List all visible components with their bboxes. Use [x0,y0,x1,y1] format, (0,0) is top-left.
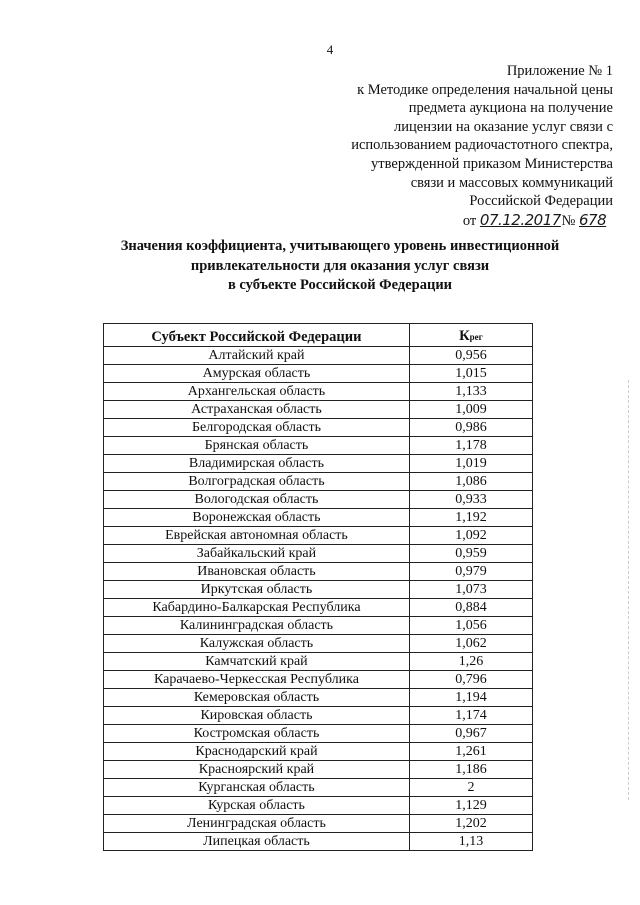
table-row [104,491,533,509]
coef-value: 0,986 [409,419,532,437]
coef-value: 1,009 [409,401,532,419]
heading-line: привлекательности для оказания услуг связи [190,257,490,274]
coef-value: 0,967 [409,725,532,743]
region-name: Карачаево-Черкесская Республика [104,671,410,689]
coef-value: 1,186 [409,761,532,779]
coef-value: 1,133 [409,383,532,401]
region-name: Кабардино-Балкарская Республика [104,599,410,617]
region-name: Ленинградская область [104,815,410,833]
table-row [104,725,533,743]
region-name: Владимирская область [104,455,410,473]
coef-value: 1,192 [409,509,532,527]
number-prefix: № [561,212,576,229]
region-name: Алтайский край [104,347,410,365]
region-name: Брянская область [104,437,410,455]
coef-value: 1,092 [409,527,532,545]
page-number: 4 [326,42,334,57]
coef-value: 1,019 [409,455,532,473]
coef-value: 1,26 [409,653,532,671]
region-name: Волгоградская область [104,473,410,491]
coef-value: 1,194 [409,689,532,707]
table-row [104,563,533,581]
coef-value: 2 [409,779,532,797]
region-name: Курганская область [104,779,410,797]
region-name: Забайкальский край [104,545,410,563]
table-row [104,437,533,455]
table-header-row [104,324,533,347]
region-name: Курская область [104,797,410,815]
coef-symbol: К [459,328,470,344]
table-row [104,743,533,761]
coef-value: 1,129 [409,797,532,815]
region-name: Кемеровская область [104,689,410,707]
table-row [104,455,533,473]
region-name: Амурская область [104,365,410,383]
coef-value: 0,956 [409,347,532,365]
header-subject: Субъект Российской Федерации [104,324,410,347]
appendix-line: использованием радиочастотного спектра, [351,137,613,154]
region-name: Архангельская область [104,383,410,401]
appendix-line: лицензии на оказание услуг связи с [394,118,613,135]
table-row [104,707,533,725]
table-row [104,617,533,635]
appendix-line: Приложение № 1 [506,63,613,79]
coef-value: 1,202 [409,815,532,833]
table-row [104,689,533,707]
coef-value: 1,261 [409,743,532,761]
appendix-block [283,62,613,230]
region-name: Еврейская автономная область [104,527,410,545]
appendix-line: утвержденной приказом Министерства [371,155,613,172]
heading-line: в субъекте Российской Федерации [227,277,453,293]
coef-value: 0,979 [409,563,532,581]
date-prefix: от [462,212,477,229]
table-row [104,779,533,797]
coef-value: 1,174 [409,707,532,725]
region-name: Липецкая область [104,833,410,851]
table-row [104,545,533,563]
table-row [104,509,533,527]
table-row [104,761,533,779]
header-coefficient [409,324,532,347]
appendix-line: Российской Федерации [469,193,613,210]
order-reference [283,211,613,231]
table-row [104,581,533,599]
region-name: Краснодарский край [104,743,410,761]
region-name: Ивановская область [104,563,410,581]
table-row [104,347,533,365]
coef-value: 1,13 [409,833,532,851]
table-row [104,797,533,815]
table-row [104,383,533,401]
table-row [104,635,533,653]
region-name: Калининградская область [104,617,410,635]
coef-value: 1,086 [409,473,532,491]
region-name: Иркутская область [104,581,410,599]
table-body [104,347,533,851]
coef-value: 0,933 [409,491,532,509]
table-row [104,653,533,671]
region-name: Кировская область [104,707,410,725]
table-row [104,401,533,419]
coef-value: 0,884 [409,599,532,617]
table-row [104,365,533,383]
region-name: Камчатский край [104,653,410,671]
table-row [104,527,533,545]
coef-value: 1,178 [409,437,532,455]
region-name: Костромская область [104,725,410,743]
coef-value: 1,062 [409,635,532,653]
heading-line: Значения коэффициента, учитывающего уровень инвестиционной [120,238,560,254]
region-name: Вологодская область [104,491,410,509]
coef-value: 0,959 [409,545,532,563]
document-heading [40,237,640,296]
appendix-line: к Методике определения начальной цены [357,81,613,98]
handwritten-date: 07.12.2017 [479,210,561,229]
appendix-line: предмета аукциона на получение [408,100,613,117]
region-name: Калужская область [104,635,410,653]
table-row [104,473,533,491]
table-row [104,833,533,851]
table-row [104,599,533,617]
region-name: Белгородская область [104,419,410,437]
coef-value: 1,073 [409,581,532,599]
region-name: Красноярский край [104,761,410,779]
coef-value: 1,015 [409,365,532,383]
table-row [104,419,533,437]
region-name: Астраханская область [104,401,410,419]
appendix-line: связи и массовых коммуникаций [410,174,613,191]
region-name: Воронежская область [104,509,410,527]
table-row [104,815,533,833]
handwritten-number: 678 [579,210,607,229]
coef-subscript: рег [469,332,483,342]
coef-value: 1,056 [409,617,532,635]
coefficient-table [103,323,533,851]
coef-value: 0,796 [409,671,532,689]
scan-edge-marks [628,380,632,800]
table-row [104,671,533,689]
